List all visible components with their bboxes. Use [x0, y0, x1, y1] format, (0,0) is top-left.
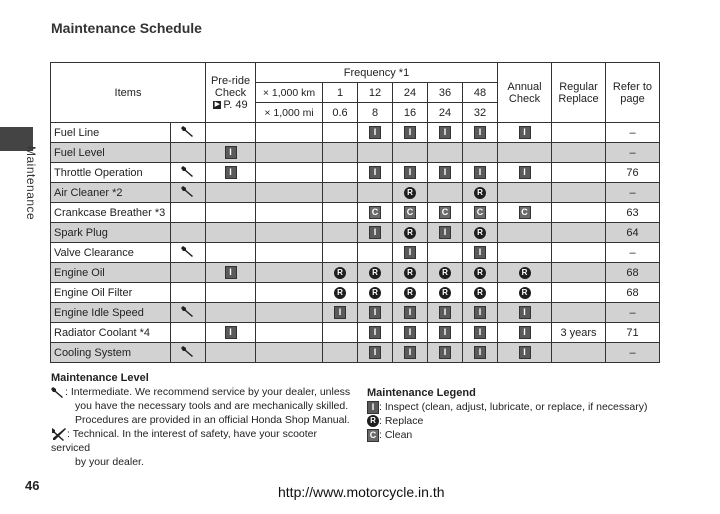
frequency-cell [463, 303, 498, 323]
header-items: Items [51, 63, 206, 123]
frequency-cell [428, 263, 463, 283]
maintenance-legend [367, 386, 667, 442]
header-refer-line2: page [620, 92, 645, 105]
frequency-cell [428, 283, 463, 303]
annual-cell [498, 323, 552, 343]
inspect-icon: I [474, 346, 486, 359]
unit-cell [256, 183, 323, 203]
legend-inspect [367, 400, 667, 414]
clean-icon: C [519, 206, 531, 219]
maintenance-level-cell [171, 203, 206, 223]
table-row [51, 143, 660, 163]
table-row [51, 343, 660, 363]
frequency-cell [393, 203, 428, 223]
frequency-cell [358, 163, 393, 183]
replace-icon: R [334, 267, 346, 279]
inspect-icon: I [474, 126, 486, 139]
frequency-cell [358, 183, 393, 203]
maintenance-level-cell [171, 323, 206, 343]
header-preride-line2: Check [214, 86, 247, 99]
frequency-cell [358, 123, 393, 143]
header-km-48: 48 [463, 83, 498, 103]
inspect-icon: I [519, 166, 531, 179]
unit-cell [256, 283, 323, 303]
regular-replace-cell [552, 143, 606, 163]
maintenance-level-cell [171, 143, 206, 163]
header-mi-24: 24 [428, 103, 463, 123]
annual-cell [498, 123, 552, 143]
frequency-cell [463, 343, 498, 363]
wrench-icon [181, 245, 195, 260]
item-name: Fuel Line [51, 123, 171, 143]
frequency-cell [323, 243, 358, 263]
refer-page-cell: – [606, 183, 660, 203]
table-row [51, 123, 660, 143]
header-km-24: 24 [393, 83, 428, 103]
frequency-cell [393, 183, 428, 203]
regular-replace-cell [552, 183, 606, 203]
regular-replace-cell [552, 223, 606, 243]
inspect-icon: I [225, 326, 237, 339]
item-name: Air Cleaner *2 [51, 183, 171, 203]
annual-cell [498, 263, 552, 283]
frequency-cell [428, 163, 463, 183]
wrench-icon [181, 305, 195, 320]
technical-line2: by your dealer. [75, 456, 144, 469]
clean-icon: C [404, 206, 416, 219]
preride-cell [206, 203, 256, 223]
annual-cell [498, 183, 552, 203]
inspect-icon: I [225, 146, 237, 159]
replace-icon: R [519, 287, 531, 299]
maintenance-level-heading: Maintenance Level [51, 372, 149, 384]
maintenance-schedule-table [50, 62, 660, 363]
intermediate-line1: : Intermediate. We recommend service by your dealer, unless [65, 386, 351, 398]
maintenance-level-cell [171, 223, 206, 243]
replace-icon: R [519, 267, 531, 279]
frequency-cell [323, 303, 358, 323]
frequency-cell [323, 183, 358, 203]
inspect-icon: I [439, 326, 451, 339]
unit-cell [256, 203, 323, 223]
frequency-cell [323, 163, 358, 183]
unit-cell [256, 143, 323, 163]
item-name: Engine Idle Speed [51, 303, 171, 323]
clean-icon: C [439, 206, 451, 219]
frequency-cell [358, 243, 393, 263]
replace-icon: R [404, 227, 416, 239]
frequency-cell [393, 143, 428, 163]
clean-icon: C [369, 206, 381, 219]
frequency-cell [428, 323, 463, 343]
inspect-icon: I [519, 126, 531, 139]
unit-cell [256, 263, 323, 283]
legend-inspect-text: : Inspect (clean, adjust, lubricate, or replace, if necessary) [379, 401, 648, 413]
item-name: Throttle Operation [51, 163, 171, 183]
regular-replace-cell [552, 123, 606, 143]
frequency-cell [428, 243, 463, 263]
header-km-36: 36 [428, 83, 463, 103]
preride-cell [206, 143, 256, 163]
replace-icon: R [439, 287, 451, 299]
replace-icon: R [404, 287, 416, 299]
inspect-icon: I [404, 166, 416, 179]
maintenance-legend-heading: Maintenance Legend [367, 387, 476, 399]
header-mi-8: 8 [358, 103, 393, 123]
frequency-cell [463, 203, 498, 223]
maintenance-level-cell [171, 163, 206, 183]
refer-page-cell: – [606, 243, 660, 263]
legend-replace-text: : Replace [379, 415, 424, 427]
frequency-cell [323, 263, 358, 283]
refer-page-cell: – [606, 123, 660, 143]
frequency-cell [463, 283, 498, 303]
preride-cell [206, 163, 256, 183]
item-name: Spark Plug [51, 223, 171, 243]
maintenance-level-cell [171, 343, 206, 363]
header-refer [606, 63, 660, 123]
preride-cell [206, 303, 256, 323]
replace-icon: R [334, 287, 346, 299]
replace-icon: R [369, 267, 381, 279]
frequency-cell [323, 343, 358, 363]
table-row [51, 243, 660, 263]
header-annual-line2: Check [508, 92, 541, 105]
replace-icon: R [474, 287, 486, 299]
table-row [51, 263, 660, 283]
technical-line1: : Technical. In the interest of safety, have your scooter serviced [51, 428, 317, 455]
header-preride [206, 63, 256, 123]
frequency-cell [463, 163, 498, 183]
table-row [51, 203, 660, 223]
frequency-cell [393, 263, 428, 283]
frequency-cell [428, 223, 463, 243]
legend-clean-text: : Clean [379, 429, 413, 441]
legend-replace [367, 414, 667, 428]
table-row [51, 303, 660, 323]
inspect-icon: I [367, 401, 379, 414]
refer-page-cell: – [606, 143, 660, 163]
refer-page-cell: – [606, 343, 660, 363]
header-preride-ref [206, 99, 255, 111]
frequency-cell [323, 143, 358, 163]
frequency-cell [393, 243, 428, 263]
frequency-cell [428, 183, 463, 203]
inspect-icon: I [404, 306, 416, 319]
frequency-cell [358, 343, 393, 363]
frequency-cell [428, 343, 463, 363]
header-regular-line1: Regular [559, 80, 598, 93]
preride-cell [206, 183, 256, 203]
inspect-icon: I [404, 326, 416, 339]
item-name: Engine Oil Filter [51, 283, 171, 303]
header-km-unit: × 1,000 km [256, 83, 323, 103]
inspect-icon: I [404, 346, 416, 359]
header-preride-ref-text: P. 49 [223, 98, 248, 111]
unit-cell [256, 123, 323, 143]
frequency-cell [463, 263, 498, 283]
inspect-icon: I [225, 266, 237, 279]
wrench-icon [181, 125, 195, 140]
intermediate-line2: you have the necessary tools and are mechanically skilled. [75, 400, 349, 412]
frequency-cell [428, 123, 463, 143]
maintenance-level-cell [171, 263, 206, 283]
header-mi-32: 32 [463, 103, 498, 123]
frequency-cell [358, 203, 393, 223]
frequency-cell [393, 343, 428, 363]
frequency-cell [463, 323, 498, 343]
item-name: Fuel Level [51, 143, 171, 163]
header-km-12: 12 [358, 83, 393, 103]
inspect-icon: I [334, 306, 346, 319]
page-ref-arrow-icon: ▶ [214, 100, 221, 108]
regular-replace-cell [552, 303, 606, 323]
frequency-cell [393, 303, 428, 323]
annual-cell [498, 223, 552, 243]
inspect-icon: I [369, 166, 381, 179]
regular-replace-cell [552, 243, 606, 263]
annual-cell [498, 343, 552, 363]
clean-icon: C [474, 206, 486, 219]
header-refer-line1: Refer to [612, 80, 653, 93]
maintenance-level-cell [171, 123, 206, 143]
annual-cell [498, 303, 552, 323]
frequency-cell [358, 303, 393, 323]
annual-cell [498, 283, 552, 303]
frequency-cell [393, 123, 428, 143]
inspect-icon: I [519, 346, 531, 359]
frequency-cell [323, 123, 358, 143]
regular-replace-cell [552, 283, 606, 303]
refer-page-cell: 68 [606, 263, 660, 283]
wrench-icon [181, 185, 195, 200]
crossed-tools-icon [51, 427, 67, 441]
preride-cell [206, 263, 256, 283]
inspect-icon: I [369, 346, 381, 359]
intermediate-line3: Procedures are provided in an official Honda Shop Manual. [75, 414, 350, 426]
regular-replace-cell [552, 203, 606, 223]
frequency-cell [463, 123, 498, 143]
unit-cell [256, 303, 323, 323]
frequency-cell [428, 303, 463, 323]
frequency-cell [323, 323, 358, 343]
item-name: Cooling System [51, 343, 171, 363]
inspect-icon: I [404, 246, 416, 259]
header-mi-0.6: 0.6 [323, 103, 358, 123]
preride-cell [206, 243, 256, 263]
frequency-cell [358, 283, 393, 303]
replace-icon: R [404, 267, 416, 279]
header-mi-unit: × 1,000 mi [256, 103, 323, 123]
unit-cell [256, 343, 323, 363]
frequency-cell [428, 203, 463, 223]
section-label: Maintenance [24, 146, 38, 221]
frequency-cell [323, 283, 358, 303]
annual-cell [498, 243, 552, 263]
unit-cell [256, 323, 323, 343]
preride-cell [206, 343, 256, 363]
inspect-icon: I [439, 306, 451, 319]
unit-cell [256, 243, 323, 263]
footer-url[interactable]: http://www.motorcycle.in.th [278, 484, 445, 500]
header-km-1: 1 [323, 83, 358, 103]
annual-cell [498, 143, 552, 163]
unit-cell [256, 163, 323, 183]
level-technical [51, 427, 351, 469]
item-name: Valve Clearance [51, 243, 171, 263]
frequency-cell [463, 183, 498, 203]
inspect-icon: I [519, 306, 531, 319]
header-regular-line2: Replace [558, 92, 599, 105]
frequency-cell [358, 223, 393, 243]
maintenance-level-cell [171, 243, 206, 263]
item-name: Engine Oil [51, 263, 171, 283]
refer-page-cell: 68 [606, 283, 660, 303]
frequency-cell [463, 223, 498, 243]
inspect-icon: I [225, 166, 237, 179]
replace-icon: R [474, 187, 486, 199]
table-row [51, 183, 660, 203]
wrench-icon [181, 345, 195, 360]
inspect-icon: I [369, 326, 381, 339]
replace-icon: R [367, 415, 379, 427]
level-intermediate [51, 385, 351, 427]
frequency-cell [393, 163, 428, 183]
replace-icon: R [404, 187, 416, 199]
table-row [51, 223, 660, 243]
table-row [51, 323, 660, 343]
inspect-icon: I [439, 126, 451, 139]
annual-cell [498, 203, 552, 223]
maintenance-level-cell [171, 303, 206, 323]
header-mi-16: 16 [393, 103, 428, 123]
replace-icon: R [474, 267, 486, 279]
preride-cell [206, 123, 256, 143]
preride-cell [206, 323, 256, 343]
inspect-icon: I [369, 226, 381, 239]
inspect-icon: I [474, 166, 486, 179]
clean-icon: C [367, 429, 379, 442]
header-frequency: Frequency *1 [256, 63, 498, 83]
frequency-cell [323, 203, 358, 223]
page-number: 46 [25, 478, 40, 493]
inspect-icon: I [474, 246, 486, 259]
frequency-cell [358, 323, 393, 343]
frequency-cell [393, 283, 428, 303]
legend-clean [367, 428, 667, 442]
header-preride-line1: Pre-ride [210, 74, 251, 87]
replace-icon: R [474, 227, 486, 239]
replace-icon: R [369, 287, 381, 299]
inspect-icon: I [439, 226, 451, 239]
replace-icon: R [439, 267, 451, 279]
inspect-icon: I [369, 126, 381, 139]
wrench-icon [51, 386, 65, 398]
frequency-cell [463, 243, 498, 263]
maintenance-level-cell [171, 283, 206, 303]
inspect-icon: I [474, 306, 486, 319]
refer-page-cell: 76 [606, 163, 660, 183]
refer-page-cell: 64 [606, 223, 660, 243]
regular-replace-cell [552, 343, 606, 363]
page-title: Maintenance Schedule [51, 20, 202, 36]
header-annual [498, 63, 552, 123]
inspect-icon: I [519, 326, 531, 339]
frequency-cell [393, 323, 428, 343]
header-regular [552, 63, 606, 123]
wrench-icon [181, 165, 195, 180]
table-row [51, 163, 660, 183]
preride-cell [206, 283, 256, 303]
unit-cell [256, 223, 323, 243]
frequency-cell [463, 143, 498, 163]
annual-cell [498, 163, 552, 183]
refer-page-cell: 71 [606, 323, 660, 343]
table-row [51, 283, 660, 303]
maintenance-level-cell [171, 183, 206, 203]
frequency-cell [358, 263, 393, 283]
regular-replace-cell [552, 263, 606, 283]
inspect-icon: I [404, 126, 416, 139]
preride-cell [206, 223, 256, 243]
regular-replace-cell [552, 163, 606, 183]
frequency-cell [358, 143, 393, 163]
header-annual-line1: Annual [507, 80, 542, 93]
inspect-icon: I [474, 326, 486, 339]
item-name: Radiator Coolant *4 [51, 323, 171, 343]
frequency-cell [323, 223, 358, 243]
regular-replace-cell: 3 years [552, 323, 606, 343]
refer-page-cell: 63 [606, 203, 660, 223]
maintenance-level [51, 371, 351, 469]
inspect-icon: I [439, 346, 451, 359]
item-name: Crankcase Breather *3 [51, 203, 171, 223]
inspect-icon: I [369, 306, 381, 319]
inspect-icon: I [439, 166, 451, 179]
refer-page-cell: – [606, 303, 660, 323]
frequency-cell [393, 223, 428, 243]
frequency-cell [428, 143, 463, 163]
